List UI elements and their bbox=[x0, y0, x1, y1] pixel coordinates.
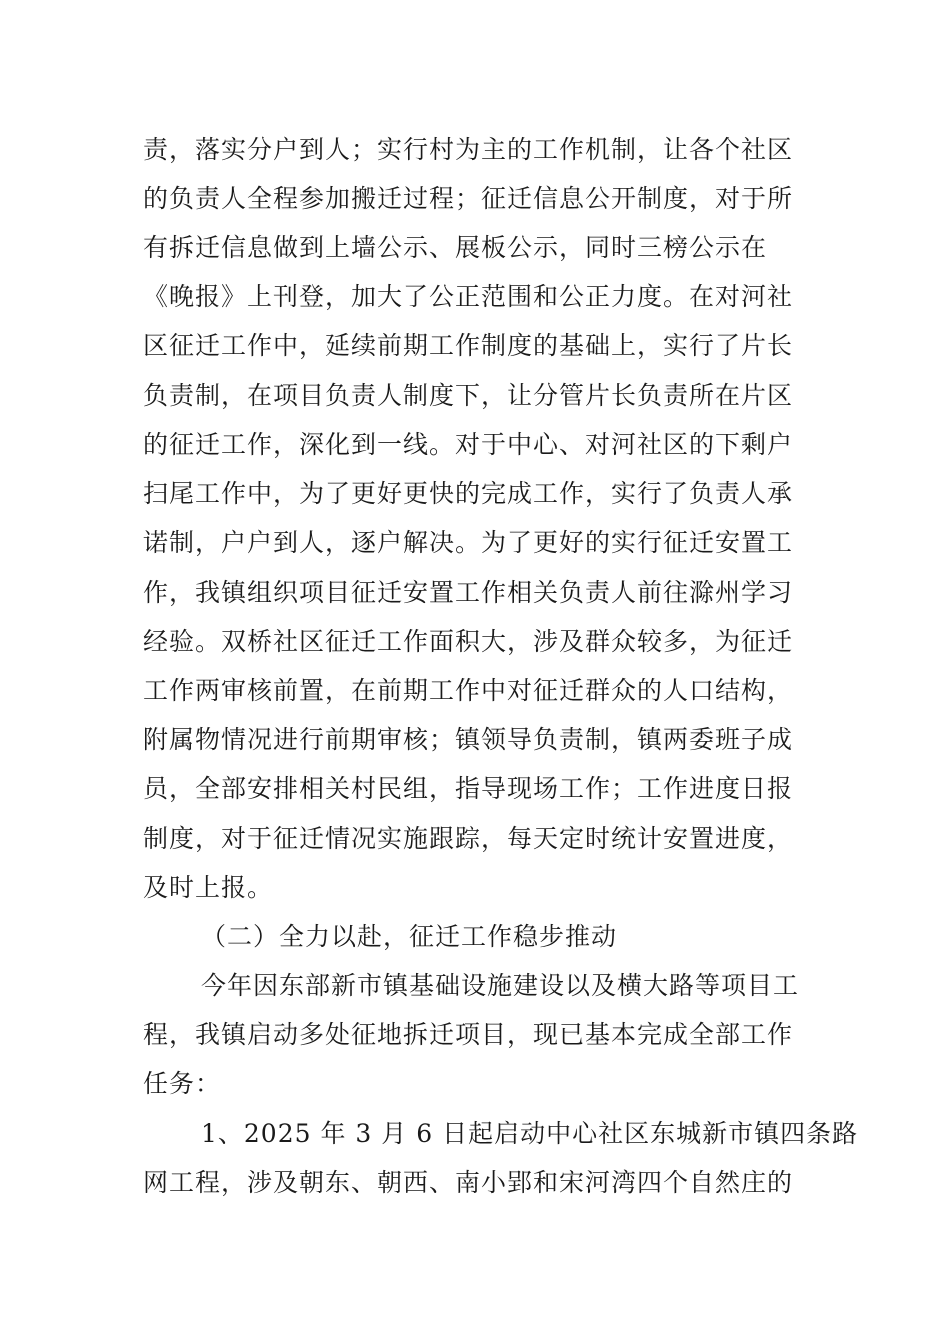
body-text-line: 附属物情况进行前期审核；镇领导负责制，镇两委班子成 bbox=[143, 725, 794, 754]
body-text-line: 网工程，涉及朝东、朝西、南小郢和宋河湾四个自然庄的 bbox=[143, 1168, 794, 1197]
body-text-line: 任务： bbox=[143, 1069, 222, 1098]
body-text-line: 经验。双桥社区征迁工作面积大，涉及群众较多，为征迁 bbox=[143, 627, 794, 656]
body-text-line: 诺制，户户到人，逐户解决。为了更好的实行征迁安置工 bbox=[143, 528, 794, 557]
paragraph-first-line: 今年因东部新市镇基础设施建设以及横大路等项目工 bbox=[201, 971, 800, 1000]
body-text-line: 有拆迁信息做到上墙公示、展板公示，同时三榜公示在 bbox=[143, 233, 768, 262]
body-text-line: 《晚报》上刊登，加大了公正范围和公正力度。在对河社 bbox=[143, 282, 794, 311]
body-text-line: 制度，对于征迁情况实施跟踪，每天定时统计安置进度， bbox=[143, 824, 794, 853]
body-text-line: 责，落实分户到人；实行村为主的工作机制，让各个社区 bbox=[143, 135, 794, 164]
body-text-line: 员，全部安排相关村民组，指导现场工作；工作进度日报 bbox=[143, 774, 794, 803]
section-heading: （二）全力以赴，征迁工作稳步推动 bbox=[201, 922, 618, 951]
body-text-line: 工作两审核前置，在前期工作中对征迁群众的人口结构， bbox=[143, 676, 794, 705]
body-text-line: 及时上报。 bbox=[143, 873, 274, 902]
body-text-line: 作，我镇组织项目征迁安置工作相关负责人前往滁州学习 bbox=[143, 578, 794, 607]
body-text-line: 扫尾工作中，为了更好更快的完成工作，实行了负责人承 bbox=[143, 479, 794, 508]
body-text-line: 负责制，在项目负责人制度下，让分管片长负责所在片区 bbox=[143, 381, 794, 410]
body-text-line: 区征迁工作中，延续前期工作制度的基础上，实行了片长 bbox=[143, 331, 794, 360]
body-text-line: 的征迁工作，深化到一线。对于中心、对河社区的下剩户 bbox=[143, 430, 794, 459]
body-text-line: 的负责人全程参加搬迁过程；征迁信息公开制度，对于所 bbox=[143, 184, 794, 213]
body-text-line: 程，我镇启动多处征地拆迁项目，现已基本完成全部工作 bbox=[143, 1020, 794, 1049]
list-item-first-line: 1、2025 年 3 月 6 日起启动中心社区东城新市镇四条路 bbox=[201, 1119, 859, 1148]
